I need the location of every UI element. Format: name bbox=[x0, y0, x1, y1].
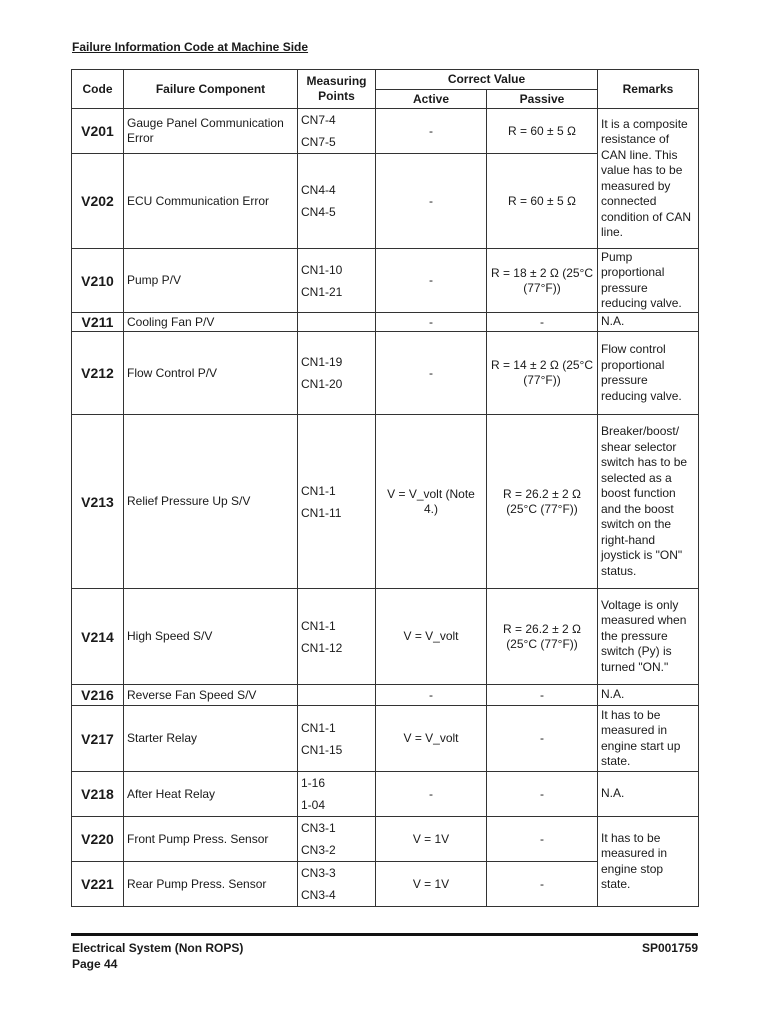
table-row bbox=[72, 589, 699, 685]
row-code: V221 bbox=[72, 862, 124, 907]
measuring-point: CN1-11 bbox=[301, 505, 342, 520]
header-active: Active bbox=[376, 90, 487, 109]
row-measuring-points bbox=[298, 817, 376, 862]
row-component: Starter Relay bbox=[124, 706, 298, 772]
row-passive-value: - bbox=[487, 862, 598, 907]
row-component: Cooling Fan P/V bbox=[124, 313, 298, 332]
measuring-point: CN7-4 bbox=[301, 113, 336, 127]
row-code: V217 bbox=[72, 706, 124, 772]
row-remarks: It has to be measured in engine start up state. bbox=[598, 706, 699, 772]
row-active-value: - bbox=[376, 154, 487, 249]
row-active-value: - bbox=[376, 332, 487, 415]
row-active-value: V = 1V bbox=[376, 817, 487, 862]
row-passive-value: R = 26.2 ± 2 Ω (25°C (77°F)) bbox=[487, 415, 598, 589]
row-measuring-points bbox=[298, 313, 376, 332]
row-code: V210 bbox=[72, 249, 124, 313]
row-component: After Heat Relay bbox=[124, 772, 298, 817]
row-measuring-points bbox=[298, 415, 376, 589]
row-remarks: N.A. bbox=[598, 772, 699, 817]
row-passive-value: R = 60 ± 5 Ω bbox=[487, 154, 598, 249]
table-row bbox=[72, 313, 699, 332]
row-active-value: - bbox=[376, 772, 487, 817]
row-active-value: V = V_volt bbox=[376, 706, 487, 772]
row-component: Reverse Fan Speed S/V bbox=[124, 685, 298, 706]
row-code: V214 bbox=[72, 589, 124, 685]
row-remarks: Flow control proportional pressure reducing valve. bbox=[598, 332, 699, 415]
row-remarks: Breaker/boost/ shear selector switch has to be selected as a boost function and the boost switch on the right-hand joystick is "ON" status. bbox=[598, 415, 699, 589]
table-row bbox=[72, 109, 699, 154]
row-measuring-points bbox=[298, 332, 376, 415]
measuring-point: CN1-10 bbox=[301, 262, 343, 277]
header-passive: Passive bbox=[487, 90, 598, 109]
header-measuring-points: Measuring Points bbox=[298, 70, 376, 109]
row-component: High Speed S/V bbox=[124, 589, 298, 685]
row-active-value: - bbox=[376, 313, 487, 332]
footer-divider bbox=[71, 933, 698, 936]
row-component: ECU Communication Error bbox=[124, 154, 298, 249]
row-code: V220 bbox=[72, 817, 124, 862]
table-row bbox=[72, 332, 699, 415]
row-passive-value: - bbox=[487, 685, 598, 706]
row-measuring-points bbox=[298, 685, 376, 706]
row-component: Relief Pressure Up S/V bbox=[124, 415, 298, 589]
row-measuring-points bbox=[298, 154, 376, 249]
row-passive-value: - bbox=[487, 313, 598, 332]
row-measuring-points bbox=[298, 589, 376, 685]
row-code: V201 bbox=[72, 109, 124, 154]
row-code: V218 bbox=[72, 772, 124, 817]
measuring-point: CN1-19 bbox=[301, 355, 343, 369]
row-code: V213 bbox=[72, 415, 124, 589]
row-active-value: - bbox=[376, 249, 487, 313]
row-component: Rear Pump Press. Sensor bbox=[124, 862, 298, 907]
row-active-value: V = V_volt (Note 4.) bbox=[376, 415, 487, 589]
page-title: Failure Information Code at Machine Side bbox=[72, 40, 309, 54]
header-correct-value: Correct Value bbox=[376, 70, 598, 90]
row-remarks: Pump proportional pressure reducing valve. bbox=[598, 249, 699, 313]
row-active-value: V = 1V bbox=[376, 862, 487, 907]
row-passive-value: - bbox=[487, 706, 598, 772]
measuring-point: CN3-3 bbox=[301, 866, 336, 880]
row-remarks: It has to be measured in engine stop state. bbox=[598, 817, 699, 907]
table-row bbox=[72, 249, 699, 313]
row-component: Pump P/V bbox=[124, 249, 298, 313]
row-remarks: It is a composite resistance of CAN line. This value has to be measured by connected condition of CAN line. bbox=[598, 109, 699, 249]
row-active-value: - bbox=[376, 685, 487, 706]
row-code: V212 bbox=[72, 332, 124, 415]
measuring-point: CN1-15 bbox=[301, 742, 343, 757]
table-row bbox=[72, 706, 699, 772]
row-measuring-points bbox=[298, 706, 376, 772]
footer-page-number: Page 44 bbox=[72, 957, 118, 971]
row-component: Front Pump Press. Sensor bbox=[124, 817, 298, 862]
measuring-point: CN1-1 bbox=[301, 618, 336, 633]
footer-doc-id: SP001759 bbox=[641, 941, 698, 955]
row-measuring-points bbox=[298, 249, 376, 313]
row-passive-value: R = 18 ± 2 Ω (25°C (77°F)) bbox=[487, 249, 598, 313]
row-code: V211 bbox=[72, 313, 124, 332]
row-remarks: N.A. bbox=[598, 685, 699, 706]
measuring-point: CN7-5 bbox=[301, 135, 336, 149]
measuring-point: CN1-21 bbox=[301, 284, 343, 299]
row-active-value: V = V_volt bbox=[376, 589, 487, 685]
table-row bbox=[72, 772, 699, 817]
row-code: V216 bbox=[72, 685, 124, 706]
footer-left bbox=[72, 940, 243, 972]
header-code: Code bbox=[72, 70, 124, 109]
table-row bbox=[72, 685, 699, 706]
row-passive-value: R = 60 ± 5 Ω bbox=[487, 109, 598, 154]
row-measuring-points bbox=[298, 109, 376, 154]
measuring-point: CN1-1 bbox=[301, 720, 336, 735]
row-passive-value: R = 26.2 ± 2 Ω (25°C (77°F)) bbox=[487, 589, 598, 685]
header-failure-component: Failure Component bbox=[124, 70, 298, 109]
row-component: Flow Control P/V bbox=[124, 332, 298, 415]
measuring-point: 1-16 bbox=[301, 776, 326, 790]
measuring-point: CN1-12 bbox=[301, 640, 343, 655]
measuring-point: CN3-1 bbox=[301, 821, 336, 835]
measuring-point: CN4-4 bbox=[301, 183, 336, 197]
row-measuring-points bbox=[298, 772, 376, 817]
row-remarks: Voltage is only measured when the pressure switch (Py) is turned "ON." bbox=[598, 589, 699, 685]
row-code: V202 bbox=[72, 154, 124, 249]
footer-section-title: Electrical System (Non ROPS) bbox=[72, 941, 244, 955]
measuring-point: CN3-2 bbox=[301, 843, 336, 857]
row-passive-value: - bbox=[487, 772, 598, 817]
table-row bbox=[72, 415, 699, 589]
row-passive-value: R = 14 ± 2 Ω (25°C (77°F)) bbox=[487, 332, 598, 415]
row-measuring-points bbox=[298, 862, 376, 907]
table-row bbox=[72, 817, 699, 862]
row-component: Gauge Panel Communication Error bbox=[124, 109, 298, 154]
header-remarks: Remarks bbox=[598, 70, 699, 109]
measuring-point: CN3-4 bbox=[301, 888, 336, 902]
measuring-point: CN1-20 bbox=[301, 377, 343, 391]
measuring-point: CN1-1 bbox=[301, 483, 336, 498]
row-active-value: - bbox=[376, 109, 487, 154]
row-remarks: N.A. bbox=[598, 313, 699, 332]
row-passive-value: - bbox=[487, 817, 598, 862]
measuring-point: 1-04 bbox=[301, 798, 326, 812]
measuring-point: CN4-5 bbox=[301, 205, 336, 219]
failure-code-table bbox=[71, 69, 699, 907]
